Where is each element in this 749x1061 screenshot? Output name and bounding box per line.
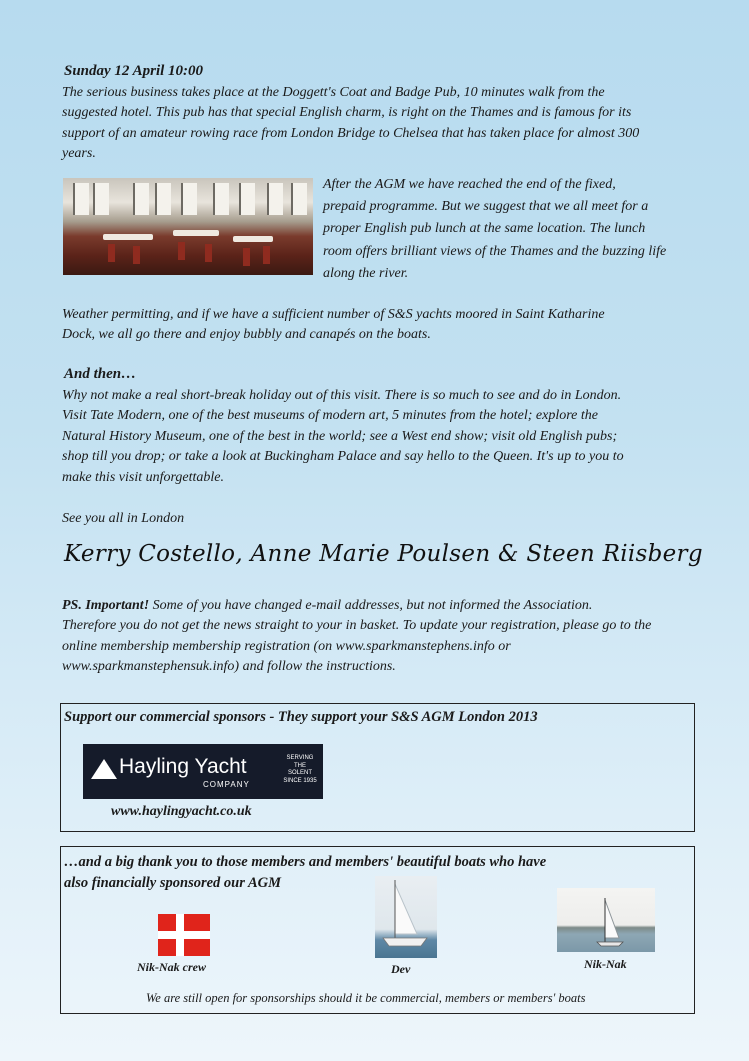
ps-line-2: Therefore you do not get the news straight to your in basket. To update your registration, please go to the [62,618,652,634]
thanks-heading [64,852,546,894]
logo-side-line-2: THE SOLENT [287,762,312,776]
sunday-line-4: years. [62,146,96,162]
ps-paragraph [62,596,712,678]
sunday-line-3: support of an amateur rowing race from London Bridge to Chelsea that has taken place for almost 300 [62,125,640,141]
pub-interior-photo [63,178,313,275]
weather-line-2: Dock, we all go there and enjoy bubbly and canapés on the boats. [62,327,431,343]
weather-line-1: Weather permitting, and if we have a sufficient number of S&S yachts moored in Saint Katharine [62,307,605,322]
label-nik-nak: Nik-Nak [584,957,627,971]
after-agm-line-3: proper English pub lunch at the same location. The lunch [323,221,646,237]
ps-line-1-text: Some of you have changed e-mail addresses, but not informed the Association. [149,598,593,613]
after-agm-line-5: along the river. [323,265,409,281]
and-then-heading: And then… [64,366,137,382]
sailboat-icon [557,888,655,952]
thanks-footer: We are still open for sponsorships should it be commercial, members or members' boats [146,991,586,1005]
and-then-line-3: Natural History Museum, one of the best in the world; see a West end show; visit old English pubs; [62,428,618,444]
after-agm-line-2: prepaid programme. But we suggest that we all meet for a [323,199,649,215]
weather-paragraph [62,305,702,346]
sailboat-icon [375,876,437,958]
danish-flag-icon [158,914,210,956]
label-dev: Dev [391,962,411,976]
ps-line-3: online membership membership registration (on www.sparkmanstephens.info or [62,638,511,654]
sunday-line-2: suggested hotel. This pub has that special English charm, is right on the Thames and is famous for its [62,105,632,121]
sail-icon [91,759,117,779]
logo-side [282,755,318,785]
logo-side-line-1: SERVING [286,755,314,761]
see-you-text: See you all in London [62,511,185,526]
boat-photo-dev [375,876,437,958]
after-agm-paragraph [323,174,703,285]
and-then-line-1: Why not make a real short-break holiday out of this visit. There is so much to see and do in London. [62,388,622,403]
thanks-line-1: …and a big thank you to those members and members' beautiful boats who have [64,854,547,870]
signature: Kerry Costello, Anne Marie Poulsen & Steen Riisberg [64,541,703,567]
logo-name: Hayling Yacht [119,755,247,778]
sunday-line-1: The serious business takes place at the Doggett's Coat and Badge Pub, 10 minutes walk from the [62,85,605,100]
thanks-line-2: also financially sponsored our AGM [64,875,281,891]
boat-photo-nik-nak [557,888,655,952]
and-then-line-5: make this visit unforgettable. [62,469,225,485]
sponsor-heading: Support our commercial sponsors - They support your S&S AGM London 2013 [64,709,538,725]
logo-side-line-3: SINCE 1935 [283,777,317,784]
and-then-line-4: shop till you drop; or take a look at Buckingham Palace and say hello to the Queen. It's up to you to [62,449,624,465]
and-then-line-2: Visit Tate Modern, one of the best museums of modern art, 5 minutes from the hotel; explore the [62,408,598,424]
ps-lead: PS. Important! [62,598,150,613]
label-nik-nak-crew: Nik-Nak crew [137,960,206,974]
after-agm-line-1: After the AGM we have reached the end of the fixed, [323,177,616,192]
and-then-paragraph [62,386,707,488]
ps-line-1 [62,596,712,616]
ps-line-4: www.sparkmanstephensuk.info) and follow the instructions. [62,659,396,675]
hayling-yacht-logo [83,744,323,799]
after-agm-line-4: room offers brilliant views of the Thames and the buzzing life [323,243,667,259]
sunday-paragraph [62,83,702,165]
sponsor-url-link[interactable]: www.haylingyacht.co.uk [111,804,252,819]
logo-sub: COMPANY [203,780,250,789]
sunday-heading: Sunday 12 April 10:00 [64,63,204,79]
